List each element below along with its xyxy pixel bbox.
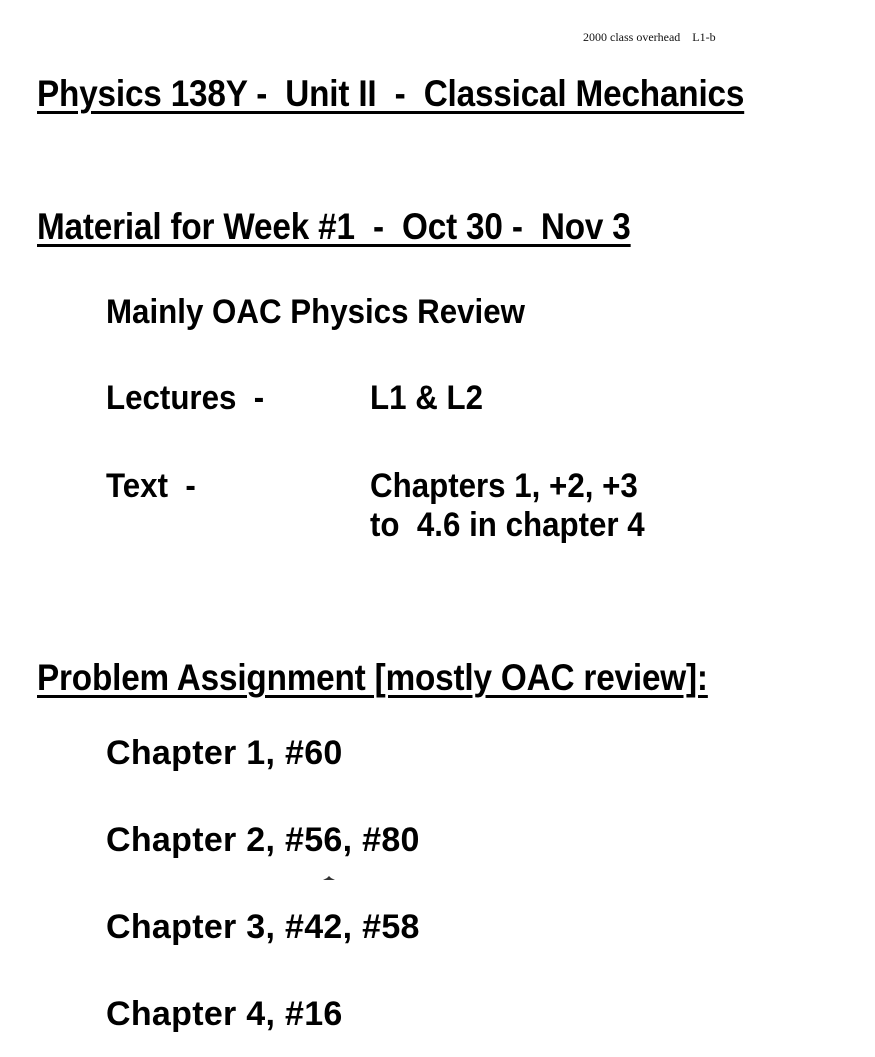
week-summary: Mainly OAC Physics Review: [106, 293, 525, 331]
problem-item: Chapter 1, #60: [106, 734, 343, 772]
lectures-value: L1 & L2: [370, 379, 483, 417]
scan-speck-mark: [322, 875, 336, 881]
lectures-label: Lectures -: [106, 379, 265, 417]
page-title: Physics 138Y - Unit II - Classical Mechanics: [37, 73, 745, 114]
problem-item: Chapter 3, #42, #58: [106, 908, 420, 946]
week-section-heading: Material for Week #1 - Oct 30 - Nov 3: [37, 206, 631, 247]
problem-section-heading: Problem Assignment [mostly OAC review]:: [37, 657, 708, 698]
header-note: 2000 class overhead L1-b: [583, 30, 716, 44]
problem-item: Chapter 2, #56, #80: [106, 821, 420, 859]
text-label: Text -: [106, 467, 196, 505]
text-value-line2: to 4.6 in chapter 4: [370, 506, 645, 544]
text-value-line1: Chapters 1, +2, +3: [370, 467, 638, 505]
problem-item: Chapter 4, #16: [106, 995, 343, 1033]
